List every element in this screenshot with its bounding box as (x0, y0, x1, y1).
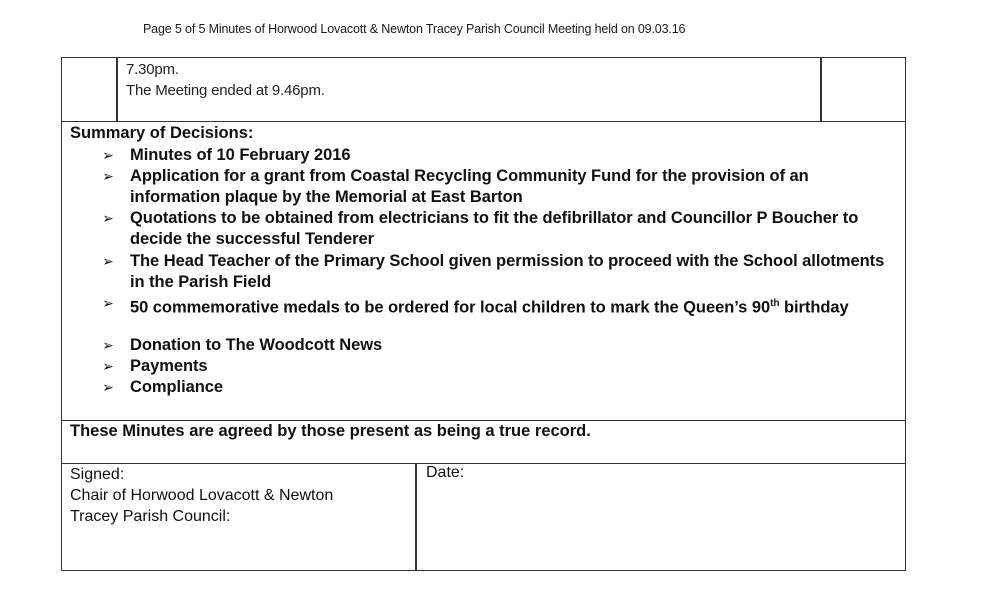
arrow-bullet-icon: ➢ (102, 253, 114, 269)
chair-title-line2: Tracey Parish Council: (70, 508, 231, 525)
decision-text: Quotations to be obtained from electricians to fit the defibrillator and Councillor P Boucher to decide the successful Tenderer (130, 209, 859, 248)
decision-text: Payments (130, 357, 208, 375)
arrow-bullet-icon: ➢ (102, 379, 114, 395)
arrow-bullet-icon: ➢ (102, 295, 114, 311)
continuation-left-divider (116, 57, 118, 122)
meeting-start-time: 7.30pm. (126, 61, 179, 78)
arrow-bullet-icon: ➢ (102, 168, 114, 184)
signature-block (70, 464, 333, 527)
summary-title: Summary of Decisions: (70, 124, 254, 142)
ordinal-superscript: th (770, 298, 780, 309)
decision-text: Compliance (130, 378, 224, 396)
decision-text-main: 50 commemorative medals to be ordered for local children to mark the Queen’s 90 (130, 298, 771, 317)
arrow-bullet-icon: ➢ (102, 210, 114, 226)
continuation-right-divider (820, 57, 822, 122)
decision-text: Application for a grant from Coastal Recycling Community Fund for the provision of an information plaque by the Memorial at East Barton (130, 167, 809, 206)
decision-text: Donation to The Woodcott News (130, 336, 383, 354)
agreement-statement: These Minutes are agreed by those present as being a true record. (70, 422, 591, 440)
arrow-bullet-icon: ➢ (102, 337, 114, 353)
meeting-end-note: The Meeting ended at 9.46pm. (126, 82, 325, 99)
decision-text: Minutes of 10 February 2016 (130, 146, 351, 164)
arrow-bullet-icon: ➢ (102, 147, 114, 163)
signed-label: Signed: (70, 466, 125, 483)
chair-title-line1: Chair of Horwood Lovacott & Newton (70, 487, 334, 504)
decision-text: The Head Teacher of the Primary School given permission to proceed with the School allotments in the Parish Field (130, 252, 885, 291)
page-header: Page 5 of 5 Minutes of Horwood Lovacott & Newton Tracey Parish Council Meeting held on 09.03.16 (143, 22, 686, 36)
signature-divider (415, 463, 417, 571)
decision-text-tail: birthday (783, 298, 849, 317)
arrow-bullet-icon: ➢ (102, 358, 114, 374)
decision-text (130, 293, 900, 319)
date-label: Date: (426, 464, 465, 481)
